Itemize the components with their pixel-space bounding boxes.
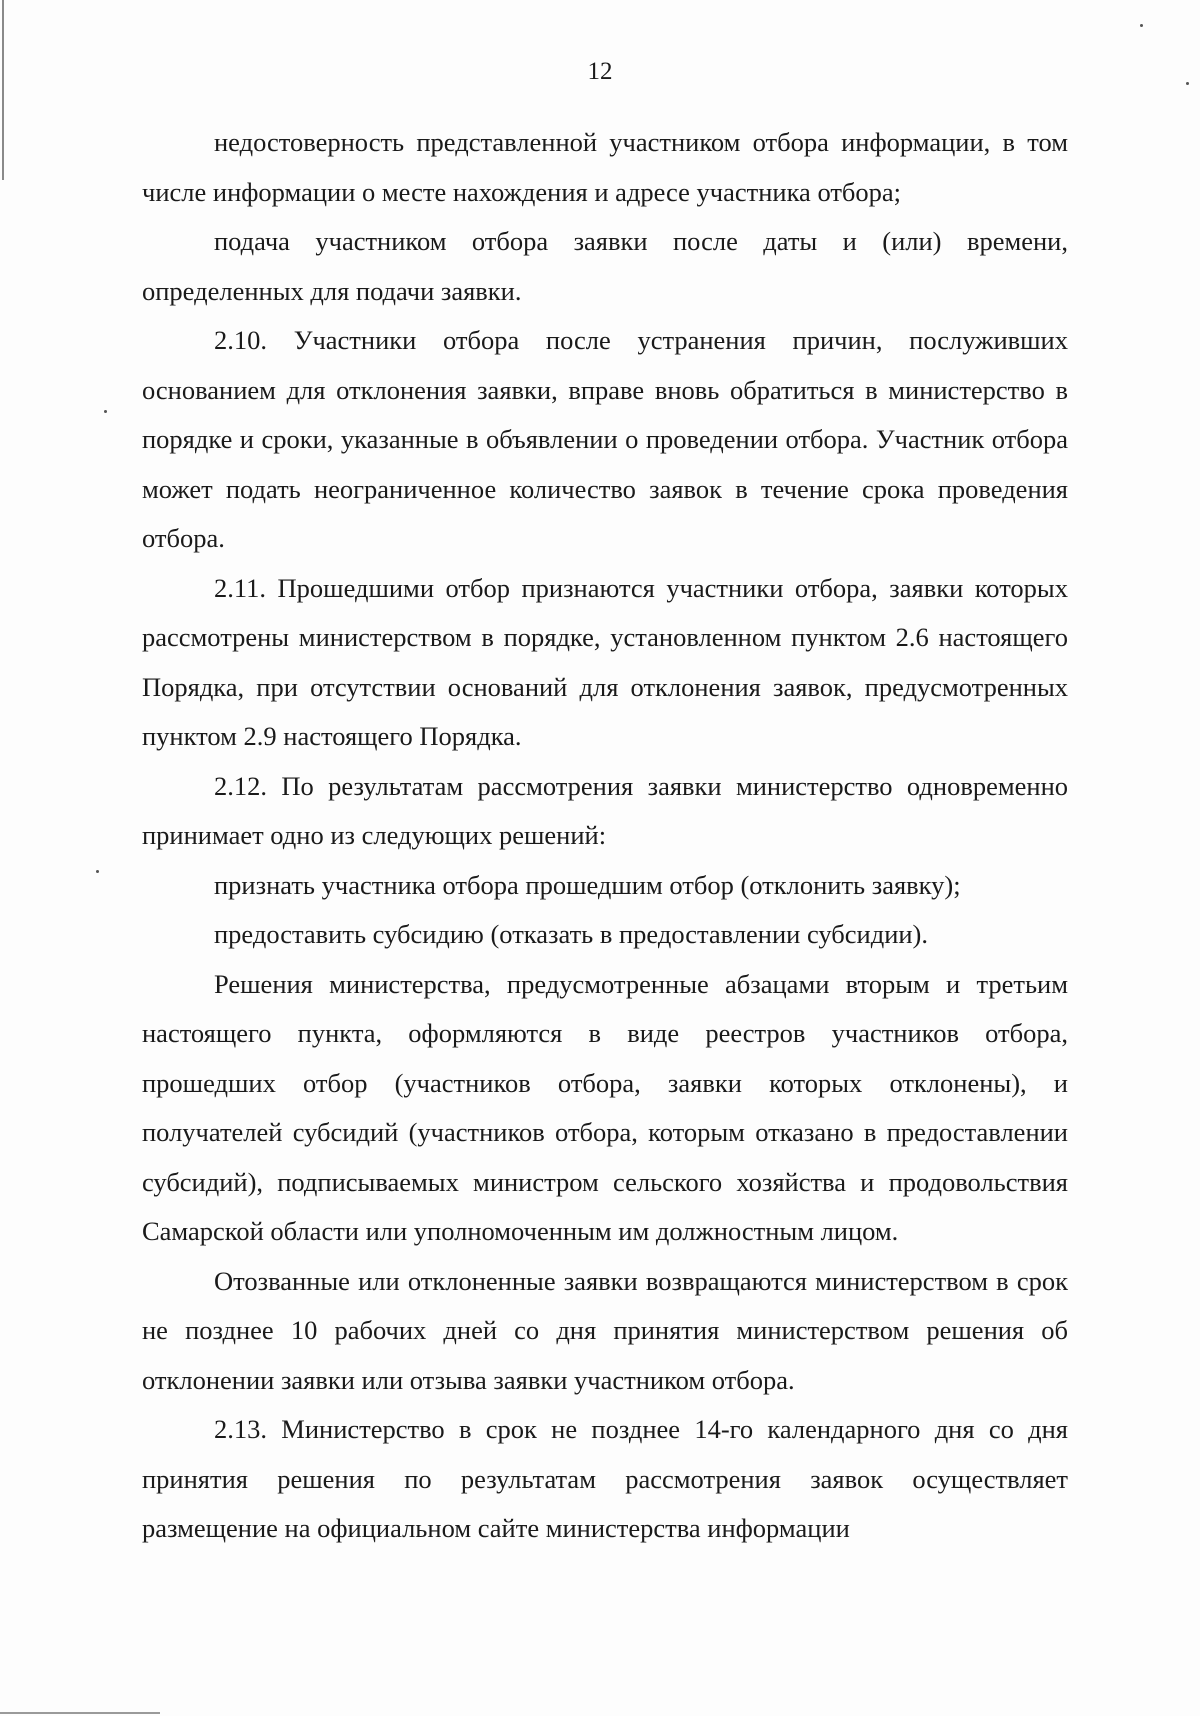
- scan-edge-line: [2, 0, 4, 180]
- paragraph: предоставить субсидию (отказать в предоставлении субсидии).: [214, 919, 929, 949]
- paragraph: признать участника отбора прошедшим отбор (отклонить заявку);: [214, 869, 961, 900]
- page-number: 12: [587, 58, 613, 85]
- document-body: [142, 118, 1068, 1554]
- paragraph: 2.11. Прошедшими отбор признаются участники отбора, заявки которых рассмотрены министерством в порядке, установленном пунктом 2.6 настоящего Порядка, при отсутствии оснований для отклонения заявок, предусмотренных пунктом 2.9 настоящего Порядка.: [142, 572, 1068, 751]
- paragraph: Решения министерства, предусмотренные абзацами вторым и третьим настоящего пункта, оформляются в виде реестров участников отбора, прошедших отбор (участников отбора, заявки которых отклонены), и получателей субсидий (участников отбора, которым отказано в предоставлении субсидий), подписываемых министром сельского хозяйства и продовольствия Самарской области или уполномоченным им должностным лицом.: [142, 968, 1068, 1246]
- scan-bottom-line: [0, 1712, 160, 1714]
- paragraph: 2.10. Участники отбора после устранения причин, послуживших основанием для отклонения заявки, вправе вновь обратиться в министерство в порядке и сроки, указанные в объявлении о проведении отбора. Участник отбора может подать неограниченное количество заявок в течение срока проведения отбора.: [142, 325, 1068, 553]
- scan-speck: [96, 870, 99, 873]
- paragraph: Отозванные или отклоненные заявки возвращаются министерством в срок не позднее 10 рабочих дней со дня принятия министерством решения об отклонении заявки или отзыва заявки участником отбора.: [142, 1265, 1068, 1395]
- paragraph: 2.13. Министерство в срок не позднее 14-го календарного дня со дня принятия решения по результатам рассмотрения заявок осуществляет размещение на официальном сайте министерства информации: [142, 1414, 1068, 1543]
- scan-speck: [1140, 24, 1143, 27]
- paragraph: 2.12. По результатам рассмотрения заявки министерство одновременно принимает одно из следующих решений:: [142, 770, 1068, 850]
- scan-speck: [104, 410, 107, 413]
- paragraph: подача участником отбора заявки после даты и (или) времени, определенных для подачи заявки.: [142, 226, 1068, 306]
- paragraph: недостоверность представленной участником отбора информации, в том числе информации о месте нахождения и адресе участника отбора;: [142, 127, 1068, 207]
